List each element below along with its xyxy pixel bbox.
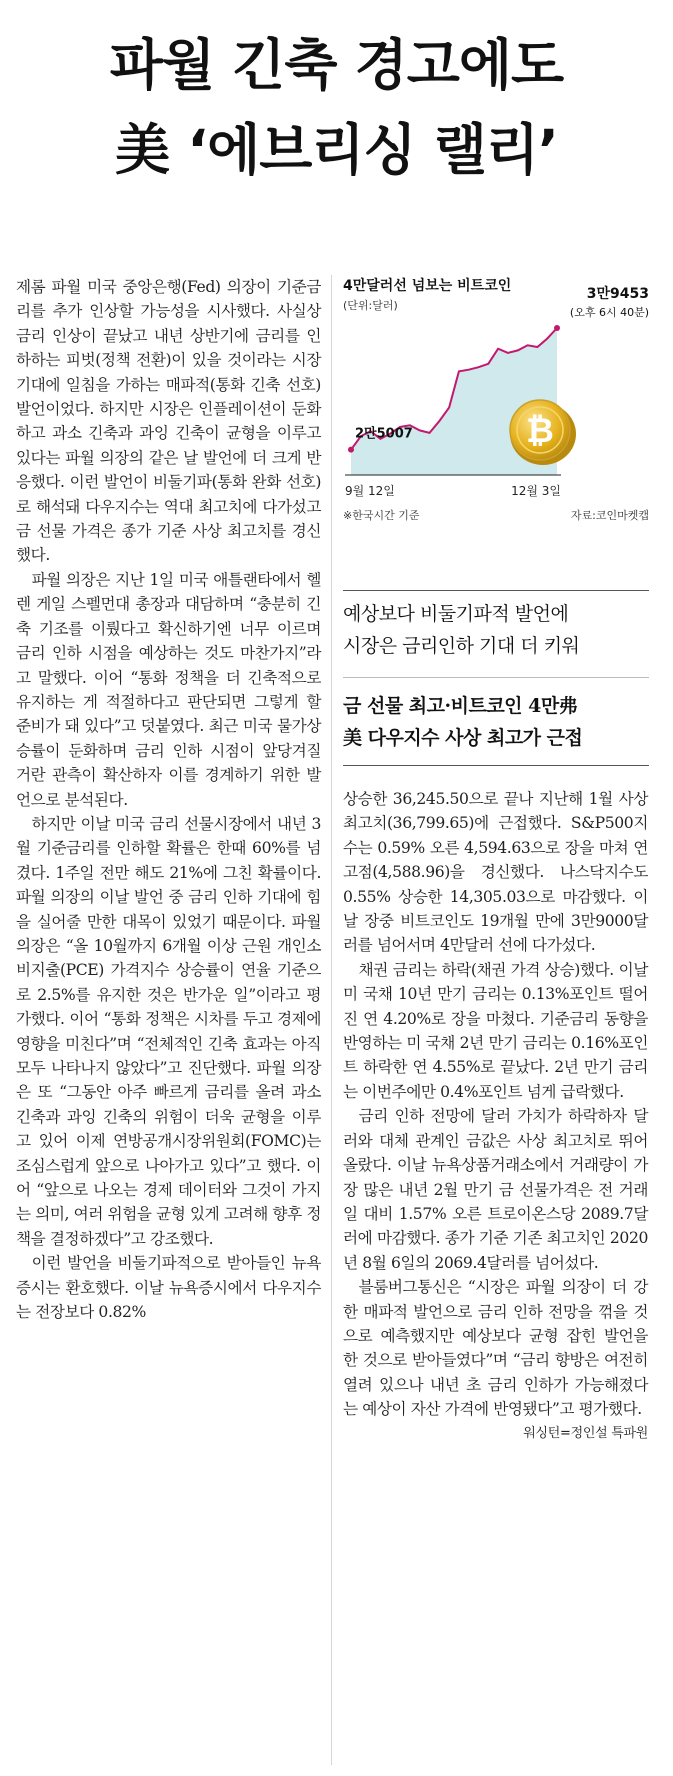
svg-text:₿: ₿ [526, 411, 554, 451]
right-paragraph-3: 금리 인하 전망에 달러 가치가 하락하자 달러와 대체 관계인 금값은 사상 최고치로 뛰어올랐다. 이날 뉴욕상품거래소에서 거래량이 가장 많은 내년 2월 만기 금 선물가격은 전 거래일 대비 1.57% 오른 트로이온스당 2089.7달러에 마감했다. 종가 기준 기존 최고치인 2020년 8월 6일의 2069.4달러를 넘어섰다. [343, 1107, 648, 1272]
x-tick-label: 12월 3일 [511, 484, 561, 498]
left-paragraph-4: 이런 발언을 비둘기파적으로 받아들인 뉴욕증시는 환호했다. 이날 뉴욕증시에서 다우지수는 전장보다 0.82% [16, 1254, 321, 1322]
chart-unit: (단위:달러) [343, 299, 398, 312]
left-paragraph-3: 하지만 이날 미국 금리 선물시장에서 내년 3월 기준금리를 인하할 확률은 한때 60%를 넘겼다. 1주일 전만 해도 21%에 그친 확률이다. 파월 의장의 이날 발언 중 금리 인하 기대에 힘을 실어줄 만한 대목이 있었기 때문이다. 파월 의장은 “올 10월까지 6개월 이상 근원 개인소비지출(PCE) 가격지수 상승률이 연율 기준으로 2.5%를 유지한 것은 반가운 일”이라고 평가했다. 이어 “통화 정책은 시차를 두고 경제에 영향을 미친다”며 “전체적인 긴축 효과는 아직 모두 나타나지 않았다”고 진단했다. 파월 의장은 또 “그동안 아주 빠르게 금리를 올려 과소 긴축과 과잉 긴축의 위험이 더욱 균형을 이루고 있어 이제 연방공개시장위원회(FOMC)는 조심스럽게 앞으로 나아가고 있다”고 했다. 이어 “앞으로 나오는 경제 데이터와 그것이 가지는 의미, 여러 위험을 균형 있게 고려해 향후 정책을 결정하겠다”고 강조했다. [16, 814, 321, 1248]
end-value-label: 3만9453 [586, 286, 649, 302]
chart-end-point [554, 325, 560, 331]
start-value-label: 2만5007 [355, 426, 413, 442]
right-paragraph-4 [343, 1275, 648, 1441]
subhead-rule-middle [343, 677, 649, 678]
subhead-second-line-2: 美 다우지수 사상 최고가 근접 [343, 727, 583, 749]
byline: 워싱턴=정인설 특파원 [523, 1425, 648, 1441]
right-paragraph-1: 상승한 36,245.50으로 끝나 지난해 1월 사상 최고치(36,799.65)에 근접했다. S&P500지수는 0.59% 오른 4,594.63으로 장을 마쳐 연고점(4,588.96)을 경신했다. 나스닥지수도 0.55% 상승한 14,305.03으로 마감했다. 이날 장중 비트코인도 19개월 만에 3만9000달러를 넘어서며 4만달러 선에 다가섰다. [343, 790, 648, 955]
subhead-rule-bottom [343, 765, 649, 766]
chart-title: 4만달러선 넘보는 비트코인 [343, 278, 512, 294]
left-column [16, 275, 321, 1324]
subhead-second-line-1: 금 선물 최고·비트코인 4만弗 [343, 695, 578, 717]
x-tick-label: 9월 12일 [345, 484, 395, 498]
headline-line-2: 美 ‘에브리싱 랠리’ [115, 118, 558, 182]
subhead-second [343, 690, 649, 754]
subhead-rule-top [343, 590, 649, 591]
left-paragraph-2: 파월 의장은 지난 1일 미국 애틀랜타에서 헬렌 게일 스펠먼대 총장과 대담하며 “충분히 긴축 기조를 이뤘다고 확신하기엔 너무 이르며 금리 인하 시점을 예상하는 것도 마찬가지”라고 말했다. 이어 “통화 정책을 더 긴축적으로 유지하는 게 적절하다고 판단되면 그렇게 할 준비가 돼 있다”고 덧붙였다. 최근 미국 물가상승률이 둔화하며 금리 인하 시점이 앞당겨질 거란 관측이 확산하자 이를 경계하기 위한 발언으로 분석된다. [16, 570, 321, 809]
subhead-first-line-2: 시장은 금리인하 기대 더 키워 [343, 635, 580, 657]
chart-start-point [348, 447, 354, 453]
subhead-first-line-1: 예상보다 비둘기파적 발언에 [343, 603, 569, 625]
chart-note: ※한국시간 기준 [343, 509, 420, 522]
column-divider [331, 275, 332, 1765]
bitcoin-chart [343, 275, 649, 522]
chart-source: 자료:코인마켓캡 [570, 509, 649, 522]
headline-line-1: 파월 긴축 경고에도 [109, 33, 564, 97]
right-column [343, 787, 648, 1446]
bitcoin-coin-icon [510, 400, 576, 465]
end-time-label: (오후 6시 40분) [569, 306, 649, 319]
right-paragraph-2: 채권 금리는 하락(채권 가격 상승)했다. 이날 미 국채 10년 만기 금리는 0.13%포인트 떨어진 연 4.20%로 장을 마쳤다. 기준금리 동향을 반영하는 미 국채 2년 만기 금리는 0.16%포인트 하락한 연 4.55%로 끝났다. 2년 만기 금리는 이번주에만 0.4%포인트 넘게 급락했다. [343, 960, 648, 1101]
left-paragraph-1: 제롬 파월 미국 중앙은행(Fed) 의장이 기준금리를 추가 인상할 가능성을 시사했다. 사실상 금리 인상이 끝났고 내년 상반기에 금리를 인하하는 피벗(정책 전환)이 있을 것이라는 시장 기대에 일침을 가하는 매파적(통화 긴축 선호) 발언이었다. 하지만 시장은 인플레이션이 둔화하고 과소 긴축과 과잉 긴축이 균형을 이루고 있다는 파월 의장의 같은 날 발언에 더 크게 반응했다. 이런 발언이 비둘기파(통화 완화 선호)로 해석돼 다우지수는 역대 최고치에 다가섰고 금 선물 가격은 종가 기준 사상 최고치를 경신했다. [16, 278, 321, 565]
subhead-first [343, 598, 649, 662]
right-paragraph-4-text: 블룸버그통신은 “시장은 파월 의장이 더 강한 매파적 발언으로 금리 인하 전망을 꺾을 것으로 예측했지만 예상보다 균형 잡힌 발언을 한 것으로 받아들였다”며 “금리 향방은 여전히 열려 있으나 내년 초 금리 인하가 가능해졌다는 예상이 자산 가격에 반영됐다”고 평가했다. [343, 1278, 648, 1419]
